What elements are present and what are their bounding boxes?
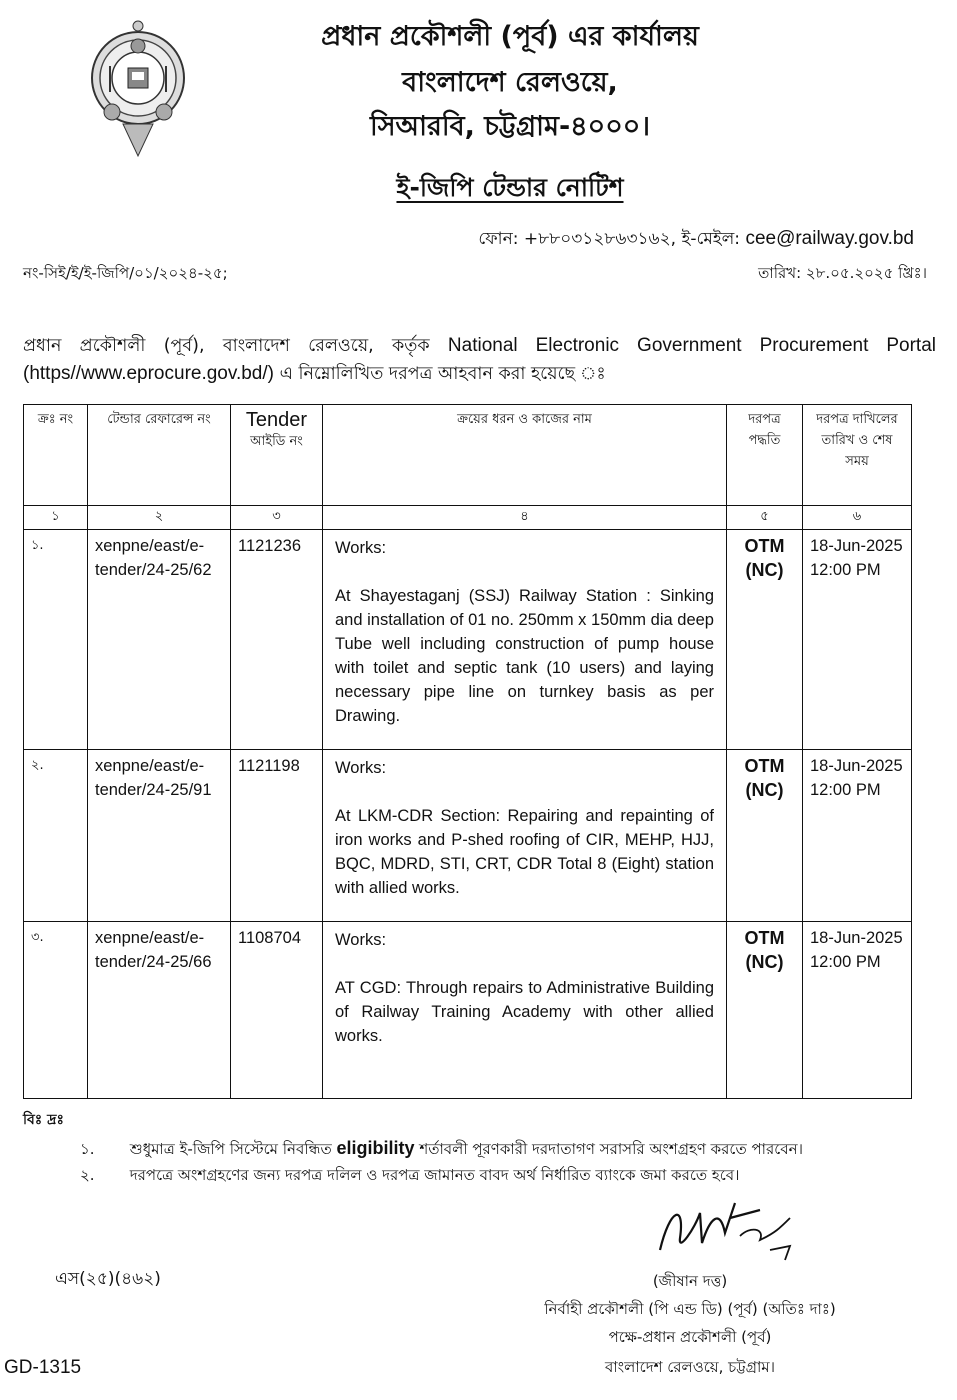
note-1-text-b: শর্তাবলী পূরণকারী দরদাতাগণ সরাসরি অংশগ্রহণ করতে পারবেন। — [419, 1140, 803, 1158]
row-time: 12:00 PM — [810, 781, 881, 799]
row-method-1: OTM — [744, 756, 785, 776]
row-work — [323, 750, 727, 922]
handwritten-signature — [640, 1188, 820, 1268]
row-work-desc: AT CGD: Through repairs to Administrative Building of Railway Training Academy with other allied works. — [335, 979, 714, 1045]
tender-table — [23, 404, 912, 1099]
row-method — [727, 922, 803, 1099]
signer-designation: নির্বাহী প্রকৌশলী (পি এন্ড ডি) (পূর্ব) (অতিঃ দাঃ) — [544, 1300, 836, 1318]
organization-name: বাংলাদেশ রেলওয়ে, — [402, 67, 618, 98]
header-deadline: দরপত্র দাখিলের তারিখ ও শেষ সময় — [803, 405, 912, 506]
row-work — [323, 530, 727, 750]
signer-organization: বাংলাদেশ রেলওয়ে, চট্টগ্রাম। — [604, 1358, 776, 1376]
row-tender-id: 1108704 — [231, 922, 323, 1099]
signer-name: (জীষান দত্ত) — [652, 1272, 728, 1290]
row-tender-id: 1121236 — [231, 530, 323, 750]
header-tender-big: Tender — [245, 409, 308, 431]
office-address: সিআরবি, চট্টগ্রাম-৪০০০। — [369, 111, 650, 142]
header-work: ক্রয়ের ধরন ও কাজের নাম — [323, 405, 727, 506]
row-method-1: OTM — [744, 928, 785, 948]
header-sl: ক্রঃ নং — [24, 405, 88, 506]
gd-code: GD-1315 — [4, 1357, 82, 1378]
note-2-text: দরপত্রে অংশগ্রহণের জন্য দরপত্র দলিল ও দরপত্র জামানত বাবদ অর্থ নির্ধারিত ব্যাংকে জমা করতে হবে। — [129, 1166, 740, 1184]
intro-portal: National Electronic Government Procurement Portal (https//www.eprocure.gov.bd/) — [23, 335, 936, 384]
row-deadline — [803, 750, 912, 922]
reference-number: নং-সিই/ই/ই-জিপি/০১/২০২৪-২৫; — [23, 264, 228, 282]
office-title: প্রধান প্রকৌশলী (পূর্ব) এর কার্যালয় — [321, 21, 699, 52]
row-date: 18-Jun-2025 — [810, 537, 903, 555]
row-deadline — [803, 530, 912, 750]
contact-email: cee@railway.gov.bd — [745, 228, 914, 249]
row-method — [727, 530, 803, 750]
row-work-type: Works: — [335, 759, 387, 777]
row-work-type: Works: — [335, 539, 387, 557]
row-time: 12:00 PM — [810, 953, 881, 971]
row-time: 12:00 PM — [810, 561, 881, 579]
table-row — [24, 750, 912, 922]
row-work-type: Works: — [335, 931, 387, 949]
note-1-text-a: শুধুমাত্র ই-জিপি সিস্টেমে নিবন্ধিত — [129, 1140, 332, 1158]
note-1-eligibility: eligibility — [336, 1138, 415, 1158]
row-method-2: (NC) — [745, 780, 784, 800]
intro-part2: এ নিম্নোলিখিত দরপত্র আহবান করা হয়েছে ঃ — [279, 364, 606, 384]
col-number: ৫ — [727, 506, 803, 530]
row-deadline — [803, 922, 912, 1099]
row-date: 18-Jun-2025 — [810, 929, 903, 947]
header-method: দরপত্র পদ্ধতি — [727, 405, 803, 506]
row-work-desc: At Shayestaganj (SSJ) Railway Station : Sinking and installation of 01 no. 250mm x 150mm dia deep Tube well including construction of pump house with toilet and septic tank (10 users) and laying necessary pipe line on turnkey basis as per Drawing. — [335, 587, 714, 725]
row-work — [323, 922, 727, 1099]
col-number: ৬ — [803, 506, 912, 530]
row-ref: xenpne/east/e-tender/24-25/62 — [88, 530, 231, 750]
intro-paragraph — [23, 332, 936, 388]
signer-behalf: পক্ষে-প্রধান প্রকৌশলী (পূর্ব) — [608, 1328, 772, 1346]
contact-phone: ফোন: +৮৮০৩১২৮৬৩১৬২, ই-মেইল: — [478, 229, 741, 249]
note-1-number: ১. — [80, 1140, 95, 1158]
row-work-desc: At LKM-CDR Section: Repairing and repainting of iron works and P-shed roofing of CIR, MEHP, HJJ, BQC, MDRD, STI, CRT, CDR Total 8 (Eight) station with allied works. — [335, 807, 714, 897]
notes-title: বিঃ দ্রঃ — [23, 1112, 64, 1128]
col-number: ১ — [24, 506, 88, 530]
row-method-2: (NC) — [745, 952, 784, 972]
col-number: ৩ — [231, 506, 323, 530]
notice-date: তারিখ: ২৮.০৫.২০২৫ খ্রিঃ। — [758, 264, 927, 282]
col-number: ২ — [88, 506, 231, 530]
row-method-2: (NC) — [745, 560, 784, 580]
note-2-number: ২. — [80, 1166, 95, 1184]
row-date: 18-Jun-2025 — [810, 757, 903, 775]
bangladesh-railway-logo — [88, 16, 188, 166]
intro-part1: প্রধান প্রকৌশলী (পূর্ব), বাংলাদেশ রেলওয়ে, কর্তৃক — [23, 336, 430, 356]
row-sl: ২. — [24, 750, 88, 922]
document-code: এস(২৫)(৪৬২) — [55, 1269, 161, 1289]
row-method-1: OTM — [744, 536, 785, 556]
header-ref: টেন্ডার রেফারেন্স নং — [88, 405, 231, 506]
row-sl: ৩. — [24, 922, 88, 1099]
table-row — [24, 922, 912, 1099]
row-ref: xenpne/east/e-tender/24-25/91 — [88, 750, 231, 922]
row-ref: xenpne/east/e-tender/24-25/66 — [88, 922, 231, 1099]
row-method — [727, 750, 803, 922]
contact-line — [478, 226, 914, 254]
row-tender-id: 1121198 — [231, 750, 323, 922]
row-sl: ১. — [24, 530, 88, 750]
notice-title: ই-জিপি টেন্ডার নোটিশ — [396, 173, 624, 202]
header-tender-small: আইডি নং — [250, 434, 303, 449]
table-header-row — [24, 405, 912, 506]
note-2 — [80, 1164, 740, 1189]
table-row — [24, 530, 912, 750]
column-number-row — [24, 506, 912, 530]
note-1 — [80, 1138, 803, 1163]
header-tender-id — [231, 405, 323, 506]
col-number: ৪ — [323, 506, 727, 530]
